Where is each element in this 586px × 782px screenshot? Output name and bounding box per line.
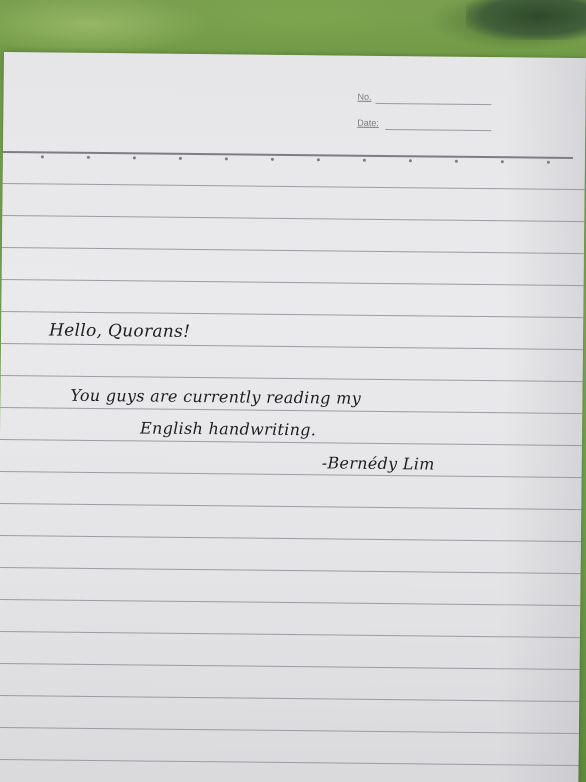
ruled-line [2, 215, 584, 222]
ruled-line [0, 439, 582, 446]
ruled-line [0, 535, 581, 542]
ruled-line [2, 247, 584, 254]
ruled-line [0, 503, 581, 510]
ruled-line [0, 759, 579, 766]
body-line-1: You guys are currently reading my [70, 385, 362, 408]
greeting-text: Hello, Quorans! [48, 320, 191, 342]
ruled-line [0, 599, 580, 606]
notebook-page [0, 52, 586, 782]
signature-text: -Bernédy Lim [321, 453, 435, 474]
ruled-line [1, 311, 583, 318]
ruled-line [0, 727, 579, 734]
ruled-line [0, 663, 580, 670]
ruled-line [0, 407, 582, 414]
ruled-line [2, 279, 584, 286]
body-line-2: English handwriting. [139, 418, 317, 440]
ruled-line [0, 695, 579, 702]
ruled-line [0, 567, 581, 574]
date-label: Date: [357, 117, 379, 128]
ruled-line [3, 183, 585, 190]
ruled-line [1, 343, 583, 350]
bush-background [466, 0, 586, 40]
ruled-line [1, 375, 583, 382]
ruled-line [0, 631, 580, 638]
ruled-line [0, 471, 582, 478]
number-label: No. [357, 91, 372, 102]
